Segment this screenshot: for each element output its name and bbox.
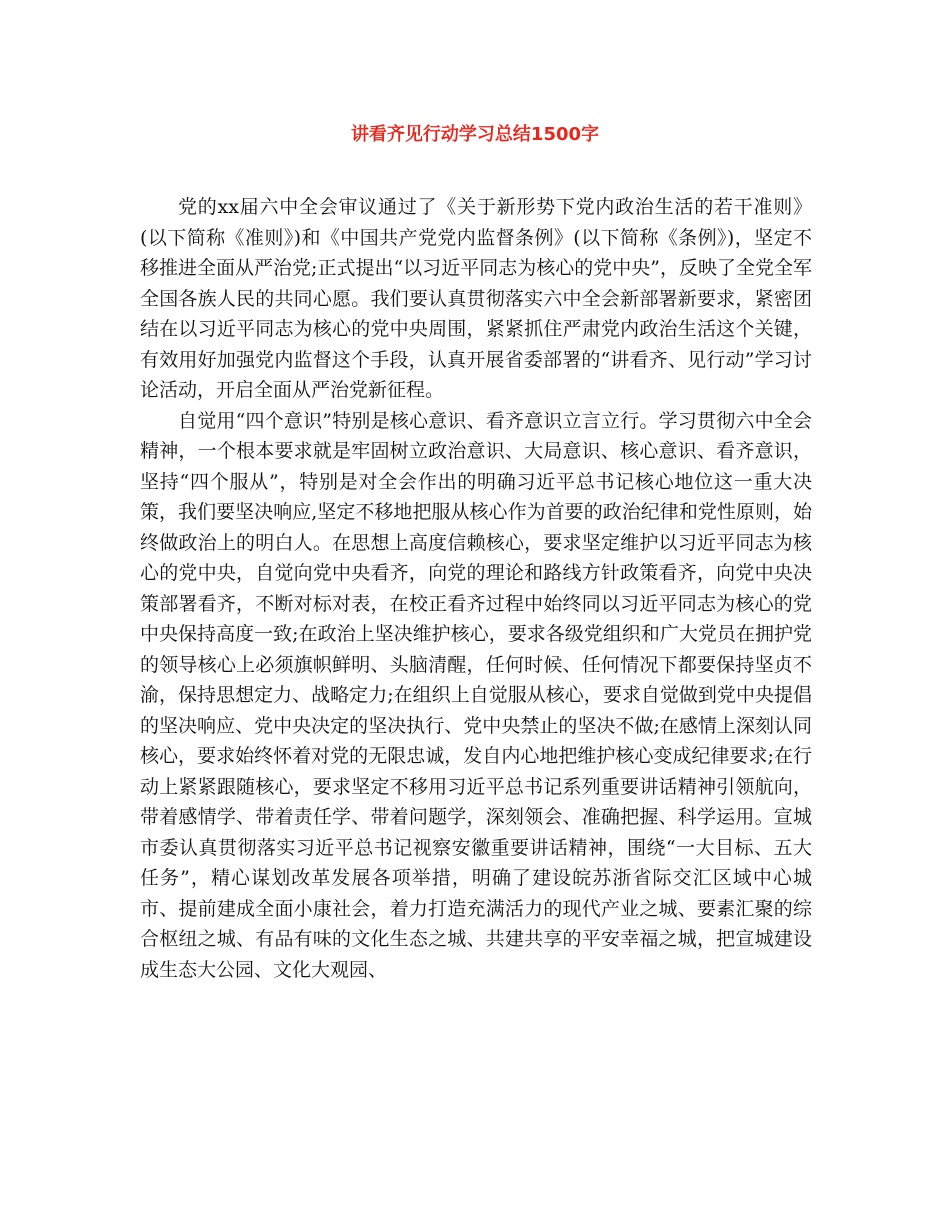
document-title: 讲看齐见行动学习总结1500字 [350, 124, 600, 145]
paragraph-1: 党的xx届六中全会审议通过了《关于新形势下党内政治生活的若干准则》(以下简称《准则》)和《中国共产党党内监督条例》(以下简称《条例》)，坚定不移推进全面从严治党;正式提出“以习近平同志为核心的党中央”，反映了全党全军全国各族人民的共同心愿。我们要认真贯彻落实六中全会新部署新要求，紧密团结在以习近平同志为核心的党中央周围，紧紧抓住严肃党内政治生活这个关键，有效用好加强党内监督这个手段，认真开展省委部署的“讲看齐、见行动”学习讨论活动，开启全面从严治党新征程。 [140, 196, 812, 401]
document-body [140, 192, 812, 985]
paragraph-2: 自觉用“四个意识”特别是核心意识、看齐意识立言立行。学习贯彻六中全会精神，一个根本要求就是牢固树立政治意识、大局意识、核心意识、看齐意识，坚持“四个服从”，特别是对全会作出的明确习近平总书记核心地位这一重大决策，我们要坚决响应,坚定不移地把服从核心作为首要的政治纪律和党性原则，始终做政治上的明白人。在思想上高度信赖核心，要求坚定维护以习近平同志为核心的党中央，自觉向党中央看齐，向党的理论和路线方针政策看齐，向党中央决策部署看齐，不断对标对表，在校正看齐过程中始终同以习近平同志为核心的党中央保持高度一致;在政治上坚决维护核心，要求各级党组织和广大党员在拥护党的领导核心上必须旗帜鲜明、头脑清醒，任何时候、任何情况下都要保持坚贞不渝，保持思想定力、战略定力;在组织上自觉服从核心，要求自觉做到党中央提倡的坚决响应、党中央决定的坚决执行、党中央禁止的坚决不做;在感情上深刻认同核心，要求始终怀着对党的无限忠诚，发自内心地把维护核心变成纪律要求;在行动上紧紧跟随核心，要求坚定不移用习近平总书记系列重要讲话精神引领航向，带着感情学、带着责任学、带着问题学，深刻领会、准确把握、科学运用。宣城市委认真贯彻落实习近平总书记视察安徽重要讲话精神，围绕“一大目标、五大任务”，精心谋划改革发展各项举措，明确了建设皖苏浙省际交汇区域中心城市、提前建成全面小康社会，着力打造充满活力的现代产业之城、要素汇聚的综合枢纽之城、有品有味的文化生态之城、共建共享的平安幸福之城，把宣城建设成生态大公园、文化大观园、 [140, 409, 812, 981]
